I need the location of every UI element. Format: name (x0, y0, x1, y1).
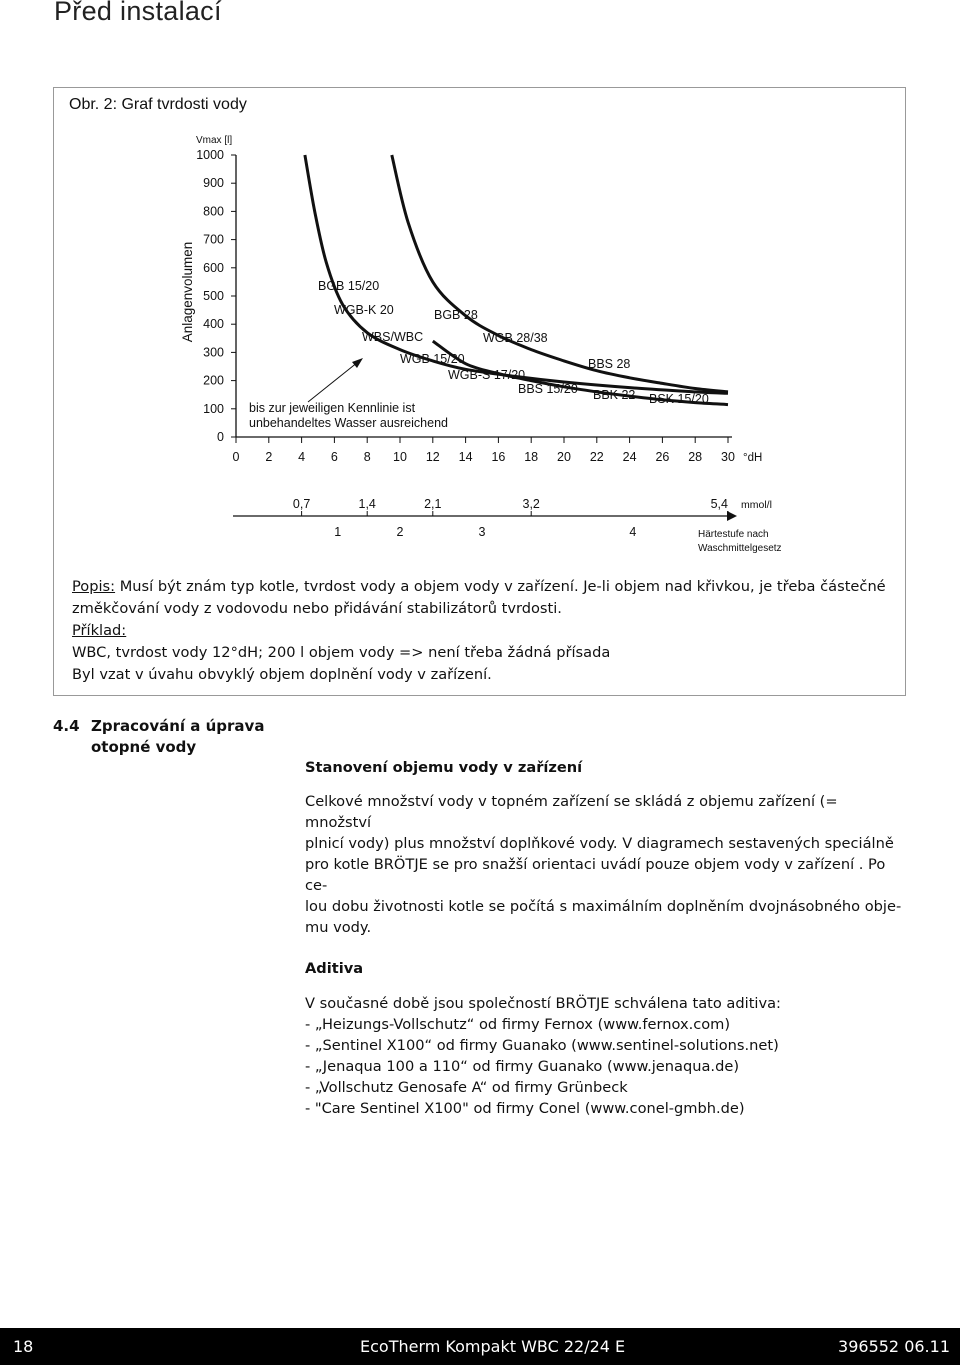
y-unit-label: Vmax [l] (196, 135, 233, 146)
priklad-line-1: WBC, tvrdost vody 12°dH; 200 l objem vody => není třeba žádná přísada (72, 644, 611, 661)
x-ticks (233, 437, 735, 464)
mmol-tick-label: 5,4 (710, 497, 728, 511)
y-tick-label: 600 (203, 260, 224, 275)
curve-label-wgb-k-20: WGB-K 20 (334, 303, 394, 317)
aditiva-item: - "Care Sentinel X100" od firmy Conel (www.conel-gmbh.de) (305, 1100, 745, 1117)
y-tick-label: 100 (203, 401, 224, 416)
stufe-label: 3 (478, 525, 486, 539)
curve-label-bgb-15-20: BGB 15/20 (318, 279, 380, 293)
priklad-line-2: Byl vzat v úvahu obvyklý objem doplnění vody v zařízení. (72, 666, 492, 683)
note-line-1: bis zur jeweiligen Kennlinie ist (249, 401, 416, 415)
mmol-unit: mmol/l (741, 499, 772, 511)
mmol-tick-label: 3,2 (522, 497, 540, 511)
figure-legend (72, 576, 898, 686)
curve-label-bgb-28: BGB 28 (434, 308, 478, 322)
curve-label-wgb-15-20: WGB 15/20 (400, 352, 465, 366)
footer-page-number: 18 (13, 1337, 34, 1356)
section-title: Zpracování a úprava otopné vody (91, 717, 265, 756)
x-tick-label: 22 (589, 450, 604, 464)
y-tick-label: 900 (203, 176, 224, 191)
aditiva-item: - „Jenaqua 100 a 110“ od firmy Guanako (www.jenaqua.de) (305, 1058, 740, 1075)
x-tick-label: 8 (363, 450, 371, 464)
y-tick-label: 300 (203, 345, 224, 360)
subsection-title-volume: Stanovení objemu vody v zařízení (305, 759, 583, 776)
aditiva-item: - „Sentinel X100“ od firmy Guanako (www.sentinel-solutions.net) (305, 1037, 779, 1054)
stufe-label: 4 (629, 525, 637, 539)
priklad-label: Příklad: (72, 622, 127, 639)
curve-label-bsk-15-20: BSK 15/20 (649, 392, 709, 406)
section-body (305, 757, 905, 1119)
stufe-unit-line-2: Waschmittelgesetz (698, 543, 782, 554)
curve-label-wgb-28-38: WGB 28/38 (483, 331, 548, 345)
y-tick-label: 500 (203, 289, 224, 303)
x-tick-label: 16 (491, 450, 506, 464)
curve-label-wbs-wbc: WBS/WBC (362, 330, 424, 344)
x-tick-label: 12 (425, 450, 440, 464)
y-tick-label: 800 (203, 204, 224, 219)
page-footer (0, 1328, 960, 1365)
x-tick-label: 0 (232, 450, 240, 464)
y-tick-label: 400 (203, 317, 224, 332)
subsection-title-aditiva: Aditiva (305, 960, 364, 977)
x-tick-label: 20 (557, 450, 571, 464)
y-ticks (196, 148, 236, 444)
mmol-tick-label: 0,7 (292, 497, 311, 511)
footer-product: EcoTherm Kompakt WBC 22/24 E (360, 1337, 626, 1356)
x-unit-label: °dH (743, 452, 763, 464)
section-number: 4.4 (53, 717, 80, 735)
x-tick-label: 24 (622, 450, 637, 464)
popis-text: Musí být znám typ kotle, tvrdost vody a objem vody v zařízení. Je-li objem nad křivkou, je třeba částečné (115, 578, 886, 595)
y-tick-label: 1000 (196, 148, 224, 162)
x-tick-label: 2 (265, 450, 273, 464)
note-line-2: unbehandeltes Wasser ausreichend (249, 416, 448, 430)
x-tick-label: 14 (458, 450, 473, 464)
x-tick-label: 28 (688, 450, 703, 464)
series-line (305, 155, 728, 393)
stufe-label: 2 (396, 525, 404, 539)
mmol-tick-label: 1,4 (358, 497, 376, 511)
stufe-unit-line-1: Härtestufe nach (698, 529, 769, 540)
stufe-label: 1 (334, 525, 342, 539)
figure-caption: Obr. 2: Graf tvrdosti vody (69, 96, 247, 113)
note-arrow (308, 362, 358, 402)
page-title: Před instalací (54, 0, 222, 26)
volume-text-1: Celkové množství vody v topném zařízení se skládá z objemu zařízení (= množství (305, 793, 838, 831)
footer-code: 396552 06.11 (838, 1337, 950, 1356)
volume-text-4: lou dobu životnosti kotle se počítá s maximálním doplněním dvojnásobného obje- (305, 898, 902, 915)
curve-label-wgb-s-17-20: WGB-S 17/20 (448, 368, 526, 382)
popis-text-2: změkčování vody z vodovodu nebo přidávání stabilizátorů tvrdosti. (72, 600, 562, 617)
volume-text-2: plnicí vody) plus množství doplňkové vody. V diagramech sestavených speciálně (305, 835, 894, 852)
aditiva-item: - „Vollschutz Genosafe A“ od firmy Grünbeck (305, 1079, 628, 1096)
curve-label-bbk-22: BBK 22 (593, 388, 636, 402)
x-tick-label: 10 (393, 450, 407, 464)
haertestufe-scale (334, 525, 636, 539)
aditiva-item: - „Heizungs-Vollschutz“ od firmy Fernox (www.fernox.com) (305, 1016, 731, 1033)
x-tick-label: 4 (298, 450, 306, 464)
aditiva-intro: V současné době jsou společností BRÖTJE schválena tato aditiva: (305, 995, 781, 1012)
y-tick-label: 0 (217, 430, 224, 444)
x-tick-label: 6 (330, 450, 338, 464)
curve-label-bbs-28: BBS 28 (588, 357, 631, 371)
volume-text-5: mu vody. (305, 919, 372, 936)
y-axis-title: Anlagenvolumen (180, 241, 195, 343)
volume-text-3: pro kotle BRÖTJE se pro snažší orientaci uvádí pouze objem vody v zařízení . Po ce- (305, 856, 886, 894)
y-tick-label: 200 (203, 373, 224, 388)
y-tick-label: 700 (203, 232, 224, 247)
x-tick-label: 30 (721, 450, 735, 464)
x-tick-label: 26 (655, 450, 670, 464)
curve-label-bbs-15-20: BBS 15/20 (518, 382, 578, 396)
mmol-tick-label: 2,1 (424, 497, 442, 511)
popis-label: Popis: (72, 578, 116, 595)
mmol-scale (293, 497, 728, 516)
x-tick-label: 18 (524, 450, 539, 464)
